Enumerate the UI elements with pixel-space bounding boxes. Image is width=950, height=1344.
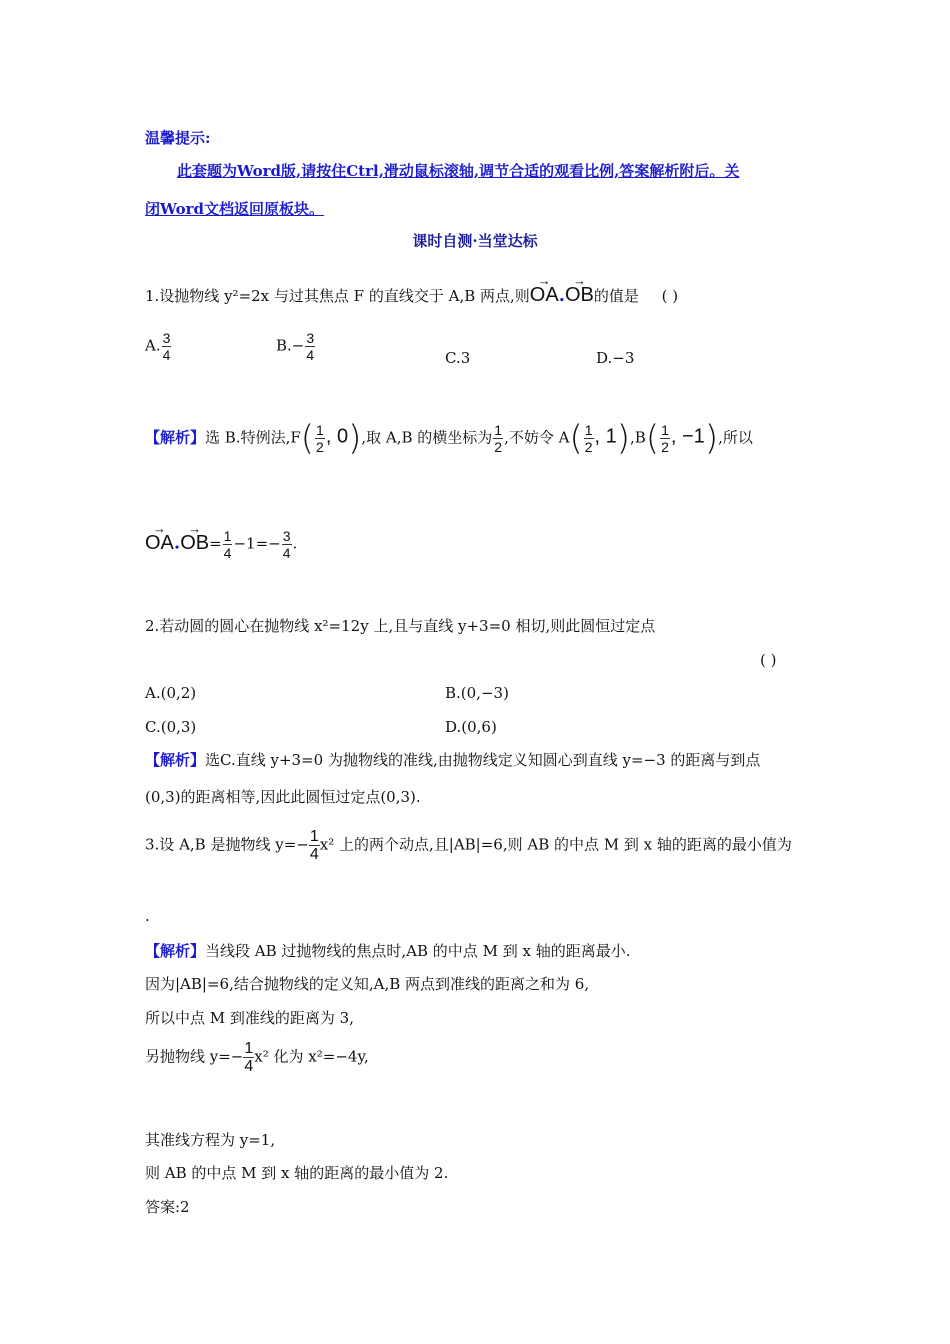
q3-solution-line6: 则 AB 的中点 M 到 x 轴的距离的最小值为 2. [145,1164,449,1182]
solution-label: 【解析】 [145,942,206,960]
q3-solution-line5: 其准线方程为 y=1, [145,1131,276,1149]
tip-link-line2[interactable]: 闭Word文档返回原板块。 [145,200,325,218]
fraction: $\frac{1}{4}$ [309,828,319,863]
q2-bracket: ( ) [760,651,777,669]
q2-solution-line2: (0,3)的距离相等,因此此圆恒过定点(0,3). [145,788,421,806]
q3-stem: 3.设 A,B 是抛物线 y=− $\frac{1}{4}$ x² 上的两个动点,且|AB|=6,则 AB 的中点 M 到 x 轴的距离的最小值为 [145,828,792,863]
solution-label: 【解析】 [145,428,206,447]
vector-ob: → OB [180,520,210,554]
section-title: 课时自测·当堂达标 [412,232,538,250]
vector-ob: → OB [564,273,594,306]
q1-bracket: ( ) [661,287,679,305]
q1-solution-result: → OA. → OB= $\frac{1}{4}$ −1=− $\frac{3}{4}$ . [145,520,298,561]
q2-option-b: B.(0,−3) [445,684,509,702]
dot-product-icon: . [173,532,181,554]
q2-option-a: A.(0,2) [145,684,197,702]
q1-solution: 【解析】选 B.特例法,F( $\frac{1}{2}$ , 0),取 A,B 的横坐标为 $\frac{1}{2}$ ,不妨令 A( $\frac{1}{2}$ , 1),B( $\frac{1}{2}$ , −1),所以 [145,418,753,459]
fraction: $\frac{3}{4}$ [162,330,171,363]
q3-blank-end: . [145,907,150,925]
q3-solution-line4: 另抛物线 y=− $\frac{1}{4}$ x² 化为 x²=−4y, [145,1040,369,1075]
fraction: $\frac{3}{4}$ [306,330,315,363]
q3-solution-line1: 【解析】当线段 AB 过抛物线的焦点时,AB 的中点 M 到 x 轴的距离最小. [145,942,631,960]
vector-arrow-icon: → [188,520,202,536]
q1-option-a: A. $\frac{3}{4}$ [145,330,171,363]
q2-option-d: D.(0,6) [445,718,497,736]
vector-arrow-icon: → [572,273,586,288]
q3-solution-line2: 因为|AB|=6,结合抛物线的定义知,A,B 两点到准线的距离之和为 6, [145,975,590,993]
q2-solution-line1: 【解析】选C.直线 y+3=0 为抛物线的准线,由抛物线定义知圆心到直线 y=−3 的距离与到点 [145,751,761,769]
tip-title: 温馨提示: [145,129,211,147]
q2-option-c: C.(0,3) [145,718,197,736]
vector-arrow-icon: → [537,273,551,288]
q1-stem [145,273,679,306]
q1-option-d: D.−3 [596,349,635,367]
vector-oa: → OA [145,520,174,554]
q1-stem-end: 的值是 [593,287,639,305]
dot-product-icon: . [558,285,565,306]
q1-option-b: B.− $\frac{3}{4}$ [276,330,315,363]
q2-stem: 2.若动圆的圆心在抛物线 x²=12y 上,且与直线 y+3=0 相切,则此圆恒过定点 [145,617,656,635]
vector-oa: → OA [529,273,559,306]
q1-option-c: C.3 [445,349,471,367]
fraction: $\frac{1}{4}$ [244,1040,254,1075]
vector-arrow-icon: → [153,520,166,536]
solution-label: 【解析】 [145,751,206,769]
q3-answer: 答案:2 [145,1198,190,1216]
q1-stem-text: 1.设抛物线 y²=2x 与过其焦点 F 的直线交于 A,B 两点,则 [145,287,530,305]
tip-link-line1[interactable]: 此套题为Word版,请按住Ctrl,滑动鼠标滚轴,调节合适的观看比例,答案解析附后。关 [177,162,740,180]
q3-solution-line3: 所以中点 M 到准线的距离为 3, [145,1009,354,1027]
